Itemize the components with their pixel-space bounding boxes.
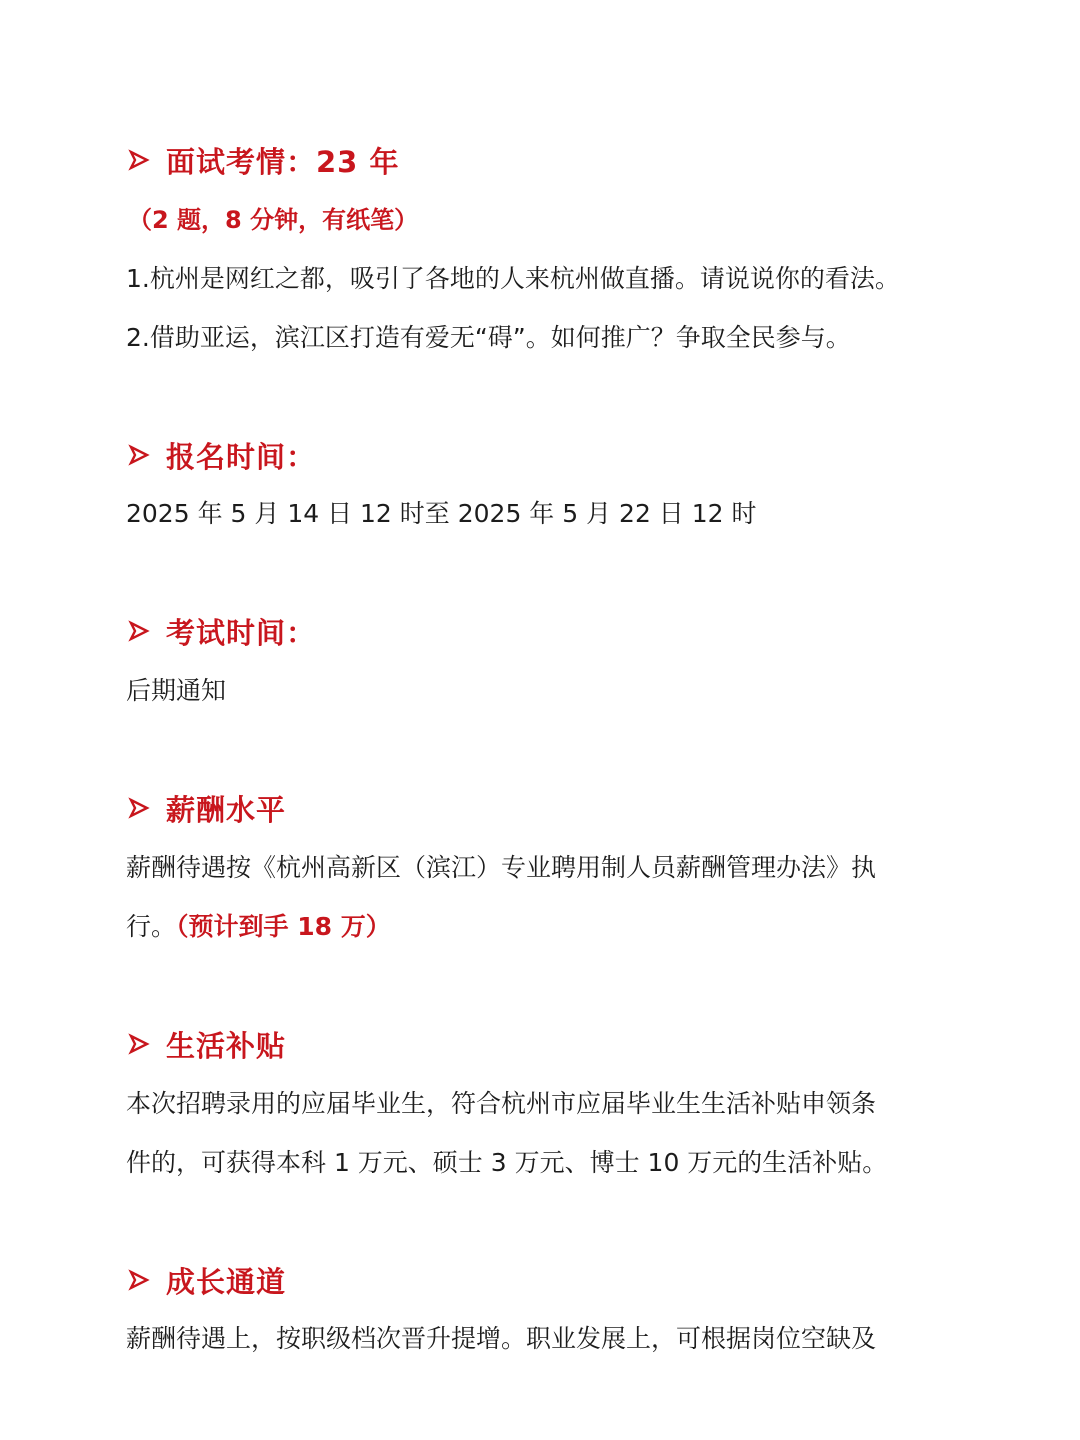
section-heading-exam [128,611,316,651]
section-title-subsidy: 生活补贴 [166,1028,287,1063]
section-title-growth: 成长通道 [166,1264,287,1299]
interview-question-1: 1.杭州是网红之都，吸引了各地的人来杭州做直播。请说说你的看法。 [126,264,900,293]
subsidy-text-line-2: 件的，可获得本科 1 万元、硕士 3 万元、博士 10 万元的生活补贴。 [126,1148,888,1177]
interview-note: （2 题，8 分钟，有纸笔） [128,206,419,234]
salary-text-line-2 [126,910,391,944]
salary-estimate-highlight: （预计到手 18 万） [176,912,391,941]
section-heading-salary [128,788,286,828]
growth-text-line-1: 薪酬待遇上，按职级档次晋升提增。职业发展上，可根据岗位空缺及 [126,1324,877,1353]
salary-text-line-1: 薪酬待遇按《杭州高新区（滨江）专业聘用制人员薪酬管理办法》执 [126,853,877,882]
section-title-interview: 面试考情：23 年 [166,144,400,179]
salary-text-line-2-plain: 行。 [126,912,177,941]
arrow-bullet-icon [128,1033,150,1055]
section-title-salary: 薪酬水平 [166,792,287,827]
interview-question-2: 2.借助亚运，滨江区打造有爱无“碍”。如何推广？争取全民参与。 [126,323,851,352]
arrow-bullet-icon [128,1269,150,1291]
arrow-bullet-icon [128,444,150,466]
section-title-registration: 报名时间： [166,439,317,474]
section-heading-registration [128,435,316,475]
registration-period: 2025 年 5 月 14 日 12 时至 2025 年 5 月 22 日 12 时 [126,499,757,528]
arrow-bullet-icon [128,149,150,171]
section-heading-interview [128,140,399,180]
section-title-exam: 考试时间： [166,615,317,650]
section-heading-growth [128,1260,286,1300]
arrow-bullet-icon [128,620,150,642]
exam-time-text: 后期通知 [126,676,227,705]
subsidy-text-line-1: 本次招聘录用的应届毕业生，符合杭州市应届毕业生生活补贴申领条 [126,1089,877,1118]
section-heading-subsidy [128,1024,286,1064]
arrow-bullet-icon [128,797,150,819]
